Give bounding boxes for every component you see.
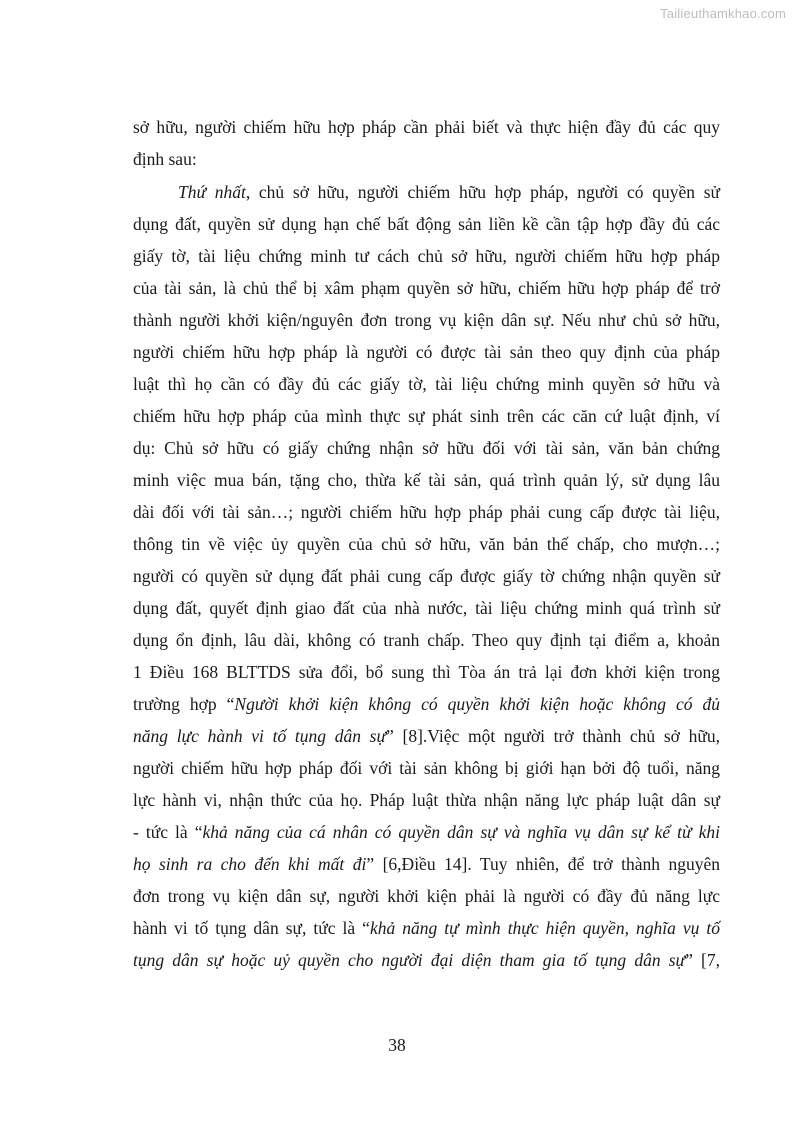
text-line [133, 341, 720, 363]
text-run: minh việc mua bán, tặng cho, thừa kế tài sản, quá trình quản lý, sử dụng lâu [133, 470, 720, 490]
text-run: dụng đất, quyền sử dụng hạn chế bất động sản liền kề cần tập hợp đầy đủ các [133, 214, 720, 234]
italic-text-run: họ sinh ra cho đến khi mất đi [133, 854, 367, 874]
text-line [133, 661, 720, 683]
text-line [133, 789, 720, 811]
text-line [133, 917, 720, 939]
italic-text-run: Người khởi kiện không có quyền khởi kiện hoặc không có đủ [234, 694, 720, 714]
italic-text-run: năng lực hành vi tố tụng dân sự [133, 726, 387, 746]
italic-text-run: Thứ nhất [178, 182, 246, 202]
text-run: , chủ sở hữu, người chiếm hữu hợp pháp, người có quyền sử [245, 182, 720, 202]
text-line [133, 277, 720, 299]
text-line [133, 148, 720, 170]
text-run: 1 Điều 168 BLTTDS sửa đổi, bổ sung thì Tòa án trả lại đơn khởi kiện trong [133, 662, 720, 682]
text-line [133, 597, 720, 619]
text-line [133, 821, 720, 843]
text-run: thông tin về việc ủy quyền của chủ sở hữu, văn bản thế chấp, cho mượn…; [133, 534, 720, 554]
text-run: dụng ổn định, lâu dài, không có tranh chấp. Theo quy định tại điểm a, khoản [133, 630, 720, 650]
text-run: định sau: [133, 149, 197, 169]
text-run: dụ: Chủ sở hữu có giấy chứng nhận sở hữu đối với tài sản, văn bản chứng [133, 438, 720, 458]
italic-text-run: tụng dân sự hoặc uỷ quyền cho người đại diện tham gia tố tụng dân sự [133, 950, 686, 970]
text-line [133, 725, 720, 747]
text-run: thành người khởi kiện/nguyên đơn trong vụ kiện dân sự. Nếu như chủ sở hữu, [133, 310, 720, 330]
text-run: giấy tờ, tài liệu chứng minh tư cách chủ sở hữu, người chiếm hữu hợp pháp [133, 246, 720, 266]
text-line [133, 245, 720, 267]
text-run: luật thì họ cần có đầy đủ các giấy tờ, tài liệu chứng minh quyền sở hữu và [133, 374, 720, 394]
text-run: dụng đất, quyết định giao đất của nhà nước, tài liệu chứng minh quá trình sử [133, 598, 720, 618]
page-number: 38 [388, 1035, 406, 1055]
text-run: dài đối với tài sản…; người chiếm hữu hợp pháp phải cung cấp được tài liệu, [133, 502, 720, 522]
text-run: người chiếm hữu hợp pháp đối với tài sản không bị giới hạn bởi độ tuổi, năng [133, 758, 720, 778]
text-line [133, 533, 720, 555]
text-run: ” [7, [685, 950, 720, 970]
text-run: lực hành vi, nhận thức của họ. Pháp luật thừa nhận năng lực pháp luật dân sự [133, 790, 720, 810]
text-line [133, 469, 720, 491]
text-line [133, 885, 720, 907]
text-run: của tài sản, là chủ thể bị xâm phạm quyền sở hữu, chiếm hữu hợp pháp để trở [133, 278, 720, 298]
text-run: sở hữu, người chiếm hữu hợp pháp cần phải biết và thực hiện đầy đủ các quy [133, 117, 720, 137]
text-run: ” [8].Việc một người trở thành chủ sở hữu, [386, 726, 720, 746]
text-run: đơn trong vụ kiện dân sự, người khởi kiện phải là người có đầy đủ năng lực [133, 886, 720, 906]
italic-text-run: khả năng của cá nhân có quyền dân sự và nghĩa vụ dân sự kể từ khi [202, 822, 720, 842]
text-line [133, 565, 720, 587]
text-line [133, 373, 720, 395]
text-run: - tức là “ [133, 822, 203, 842]
text-line [178, 181, 720, 203]
text-line [133, 405, 720, 427]
text-run: hành vi tố tụng dân sự, tức là “ [133, 918, 370, 938]
text-run: người có quyền sử dụng đất phải cung cấp được giấy tờ chứng nhận quyền sử [133, 566, 720, 586]
text-line [133, 949, 720, 971]
text-line [133, 629, 720, 651]
text-run: người chiếm hữu hợp pháp là người có được tài sản theo quy định của pháp [133, 342, 720, 362]
text-line [133, 116, 720, 138]
text-line [133, 757, 720, 779]
text-line [133, 437, 720, 459]
text-line [133, 213, 720, 235]
text-run: chiếm hữu hợp pháp của mình thực sự phát sinh trên các căn cứ luật định, ví [133, 406, 720, 426]
text-run: ” [6,Điều 14]. Tuy nhiên, để trở thành nguyên [366, 854, 720, 874]
italic-text-run: khả năng tự mình thực hiện quyền, nghĩa vụ tố [369, 918, 720, 938]
text-run: trường hợp “ [133, 694, 235, 714]
text-line [133, 501, 720, 523]
text-line [133, 693, 720, 715]
text-line [133, 309, 720, 331]
watermark: Tailieuthamkhao.com [660, 6, 786, 21]
text-line [133, 853, 720, 875]
